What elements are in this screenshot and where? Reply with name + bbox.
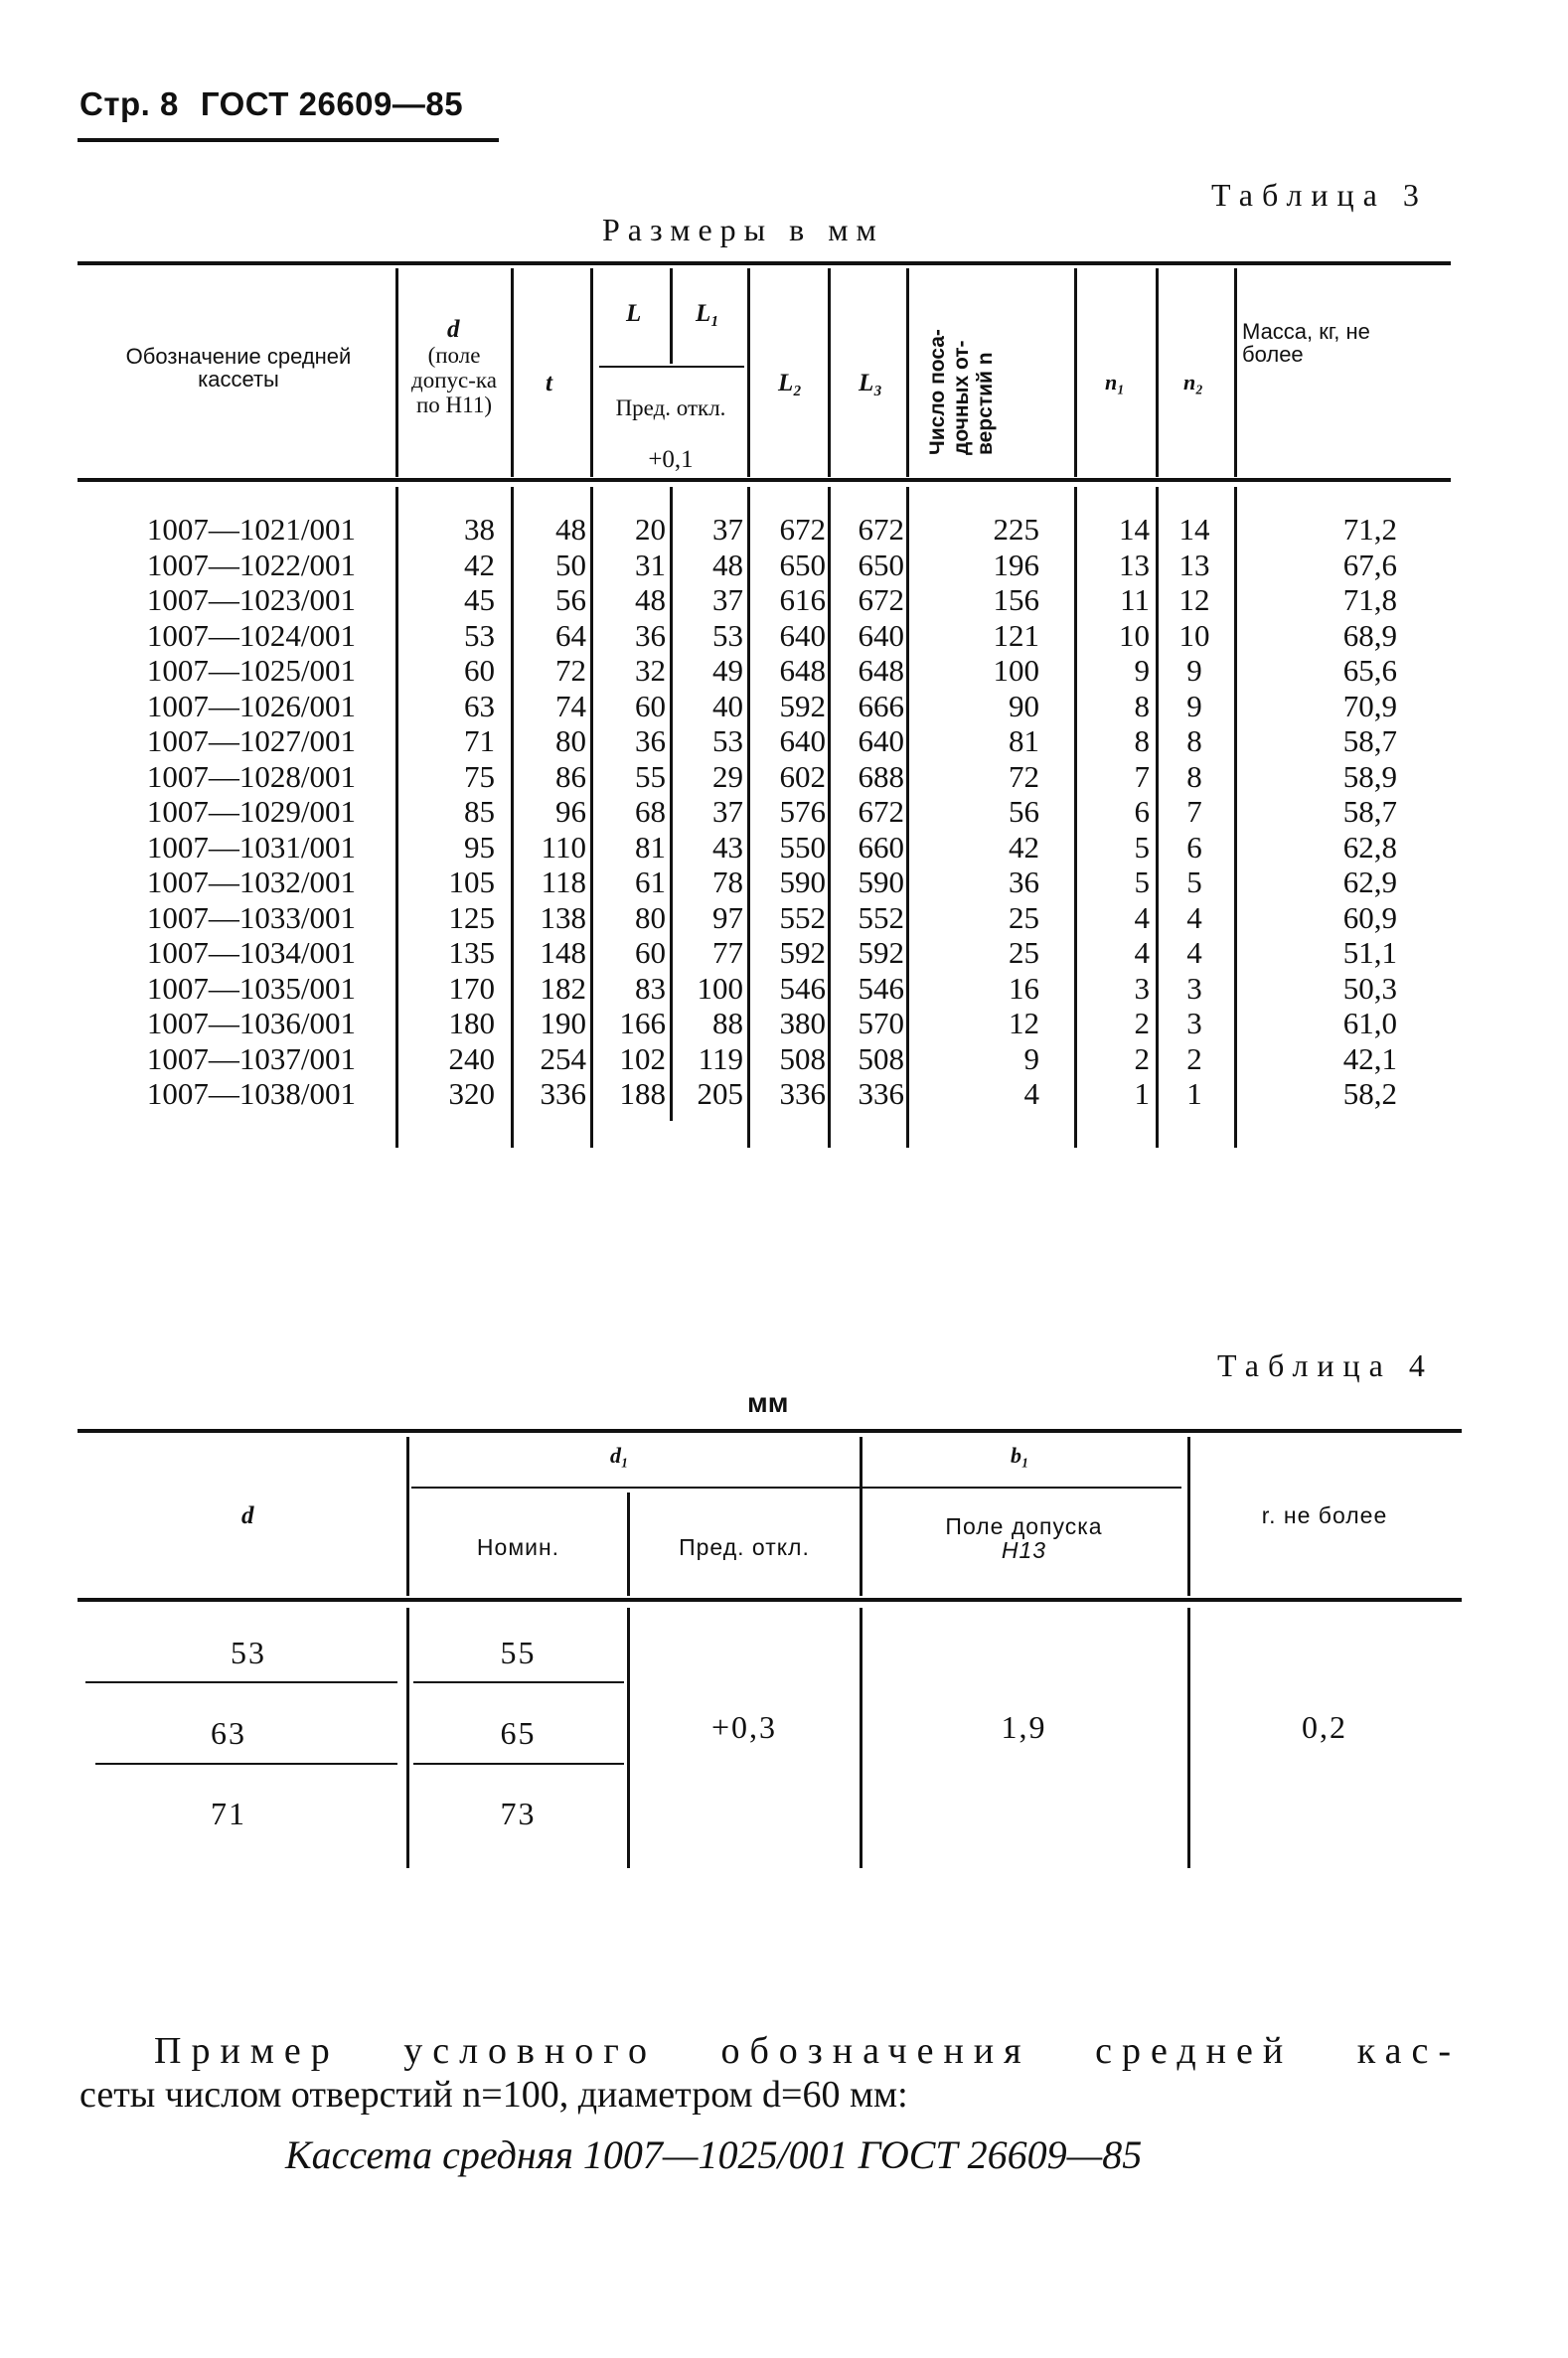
table3-column-L2 (751, 512, 826, 1112)
table3-cell: 8 (1186, 758, 1202, 794)
table4-d1-nominal: 73 (500, 1796, 537, 1831)
table3-cell: 1007—1025/001 (146, 653, 356, 688)
table3-cell: 1007—1023/001 (146, 582, 356, 617)
table3-cell: 5 (1134, 865, 1150, 899)
table3-cell: 25 (1009, 899, 1039, 935)
table3-cell: 508 (858, 1040, 904, 1076)
table4-vrule (406, 1608, 409, 1868)
table3-cell: 37 (712, 794, 743, 829)
table4-units: мм (747, 1387, 789, 1418)
table3-cell: 1007—1026/001 (146, 688, 356, 723)
table3-header-holes (916, 256, 1065, 465)
table3-cell: 6 (1134, 794, 1150, 829)
table3-cell: 110 (541, 829, 586, 865)
table4-header-tolerance: Пред. откл. (679, 1534, 810, 1560)
table3-cell: 138 (540, 899, 586, 935)
table3-cell: 590 (779, 865, 826, 899)
table3-vrule (590, 268, 593, 477)
table3-vrule (670, 268, 673, 364)
table3-cell: 121 (993, 617, 1039, 653)
table3-cell: 60 (464, 653, 495, 688)
table3-cell: 10 (1119, 617, 1150, 653)
table3-cell: 1007—1021/001 (146, 512, 356, 547)
table3-cell: 72 (555, 653, 586, 688)
table4-b1-subrule (862, 1487, 1181, 1489)
table3-cell: 11 (1120, 582, 1150, 617)
table3-vrule (828, 268, 831, 477)
table3-cell: 336 (540, 1076, 586, 1111)
table3-cell: 9 (1023, 1040, 1039, 1076)
table3-cell: 8 (1134, 723, 1150, 758)
table3-cell: 65,6 (1342, 653, 1397, 688)
table3-cell: 640 (858, 723, 904, 758)
table4-header-rule (78, 1598, 1462, 1602)
table3-vrule (511, 268, 514, 477)
table3-header-n1: n₁ (1105, 370, 1125, 394)
table3-cell: 188 (619, 1076, 666, 1111)
table3-cell: 31 (635, 547, 666, 582)
table3-cell: 180 (448, 1006, 495, 1040)
table3-cell: 508 (779, 1040, 826, 1076)
table3-cell: 25 (1009, 935, 1039, 970)
table4-row-rule (413, 1681, 624, 1683)
table3-cell: 552 (858, 899, 904, 935)
table4-d1-tolerance: +0,3 (710, 1709, 778, 1745)
table3-cell: 68,9 (1342, 617, 1397, 653)
page-header (79, 85, 463, 123)
table3-cell: 225 (993, 512, 1039, 547)
table4-d1-subrule (411, 1487, 862, 1489)
table3-header-holes-text: Число поса- дочных от- верстий n (926, 329, 997, 455)
header-rule (78, 138, 499, 142)
table3-cell: 380 (779, 1006, 826, 1040)
table3-header-d-symbol: d (447, 316, 460, 343)
table3-header-d-note: (поле допус-ка по Н11) (411, 343, 497, 417)
table3-cell: 1007—1037/001 (146, 1040, 356, 1076)
table3-cell: 552 (779, 899, 826, 935)
table3-cell: 74 (555, 688, 586, 723)
table3-cell: 1007—1027/001 (146, 723, 356, 758)
table3-cell: 1007—1024/001 (146, 617, 356, 653)
table3-cell: 78 (712, 865, 743, 899)
table4-header-b1-field-label: Поле допуска (945, 1513, 1103, 1539)
table3-cell: 60 (635, 935, 666, 970)
table3-cell: 85 (464, 794, 495, 829)
table3-cell: 58,9 (1342, 758, 1397, 794)
table3-cell: 102 (619, 1040, 666, 1076)
table3-cell: 672 (858, 512, 904, 547)
table3-cell: 36 (1009, 865, 1039, 899)
table3-cell: 95 (464, 829, 495, 865)
table3-cell: 75 (464, 758, 495, 794)
table3-cell: 640 (779, 723, 826, 758)
table3-cell: 7 (1186, 794, 1202, 829)
table3-cell: 13 (1178, 547, 1210, 582)
table3-header-L1: L₁ (696, 300, 719, 327)
table3-cell: 7 (1134, 758, 1150, 794)
table3-cell: 1007—1028/001 (146, 758, 356, 794)
table4-header-b1-field (862, 1514, 1185, 1562)
example-text-line: Пример условного обозначения средней кас- (154, 2030, 1461, 2072)
table3-cell: 42 (1009, 829, 1039, 865)
table3-cell: 6 (1186, 829, 1202, 865)
table3-cell: 672 (858, 794, 904, 829)
table3-cell: 240 (448, 1040, 495, 1076)
table3-cell: 13 (1119, 547, 1150, 582)
table3-cell: 12 (1009, 1006, 1039, 1040)
table3-cell: 12 (1178, 582, 1210, 617)
table3-cell: 1007—1033/001 (146, 899, 356, 935)
table3-cell: 672 (779, 512, 826, 547)
table3-cell: 56 (1009, 794, 1039, 829)
table3-vrule (590, 487, 593, 1148)
table3-header-mass: Масса, кг, не более (1242, 319, 1370, 367)
table3-cell: 60,9 (1342, 899, 1397, 935)
table3-cell: 156 (993, 582, 1039, 617)
table3-top-rule (78, 261, 1451, 265)
table3-cell: 592 (779, 935, 826, 970)
table3-cell: 320 (448, 1076, 495, 1111)
table3-cell: 80 (635, 899, 666, 935)
table3-cell: 2 (1134, 1040, 1150, 1076)
table3-cell: 77 (712, 935, 743, 970)
table3-cell: 4 (1134, 935, 1150, 970)
table3-cell: 592 (779, 688, 826, 723)
table3-cell: 96 (555, 794, 586, 829)
table3-cell: 9 (1134, 653, 1150, 688)
table3-cell: 48 (555, 512, 586, 547)
table3-cell: 1007—1031/001 (146, 829, 356, 865)
table3-cell: 53 (464, 617, 495, 653)
table3-cell: 570 (858, 1006, 904, 1040)
table3-vrule (1234, 487, 1237, 1148)
table3-cell: 105 (448, 865, 495, 899)
table3-cell: 8 (1134, 688, 1150, 723)
table3-header-tolerance-value: +0,1 (648, 446, 694, 473)
table3-header-L2: L₂ (778, 370, 802, 396)
table3-cell: 1007—1036/001 (146, 1006, 356, 1040)
table3-cell: 53 (712, 723, 743, 758)
table3-cell: 42,1 (1342, 1040, 1397, 1076)
table3-header-t: t (546, 370, 552, 396)
table3-vrule (828, 487, 831, 1148)
table3-cell: 166 (619, 1006, 666, 1040)
table3-cell: 56 (555, 582, 586, 617)
table4-d-value: 53 (231, 1635, 266, 1670)
table3-cell: 2 (1186, 1040, 1202, 1076)
table3-cell: 55 (635, 758, 666, 794)
table3-cell: 135 (448, 935, 495, 970)
table3-vrule (1234, 268, 1237, 477)
table3-cell: 14 (1119, 512, 1150, 547)
table3-vrule (747, 487, 750, 1148)
table3-vrule (395, 487, 398, 1148)
table3-cell: 648 (779, 653, 826, 688)
table4-d-value: 63 (211, 1715, 246, 1751)
table3-cell: 72 (1009, 758, 1039, 794)
table3-cell: 81 (635, 829, 666, 865)
table3-cell: 5 (1186, 865, 1202, 899)
table3-cell: 64 (555, 617, 586, 653)
table3-header-L3: L₃ (859, 370, 882, 396)
table3-cell: 660 (858, 829, 904, 865)
table3-cell: 119 (698, 1040, 743, 1076)
table3-cell: 5 (1134, 829, 1150, 865)
table3-cell: 36 (635, 723, 666, 758)
table3-cell: 45 (464, 582, 495, 617)
page-number: Стр. 8 (79, 85, 179, 122)
table3-caption: Таблица 3 (1211, 177, 1428, 213)
table3-cell: 3 (1186, 970, 1202, 1006)
example-text-line: сеты числом отверстий n=100, диаметром d=60 мм: (79, 2074, 908, 2116)
table3-cell: 40 (712, 688, 743, 723)
table3-cell: 58,7 (1342, 794, 1397, 829)
table3-cell: 83 (635, 970, 666, 1006)
table3-cell: 592 (858, 935, 904, 970)
table3-cell: 1007—1029/001 (146, 794, 356, 829)
table3-header-n2: n₂ (1183, 370, 1203, 394)
table3-cell: 32 (635, 653, 666, 688)
table4-header-nominal: Номин. (476, 1534, 560, 1560)
table3-cell: 148 (540, 935, 586, 970)
table3-column-holes (910, 512, 1039, 1112)
table3-vrule (747, 268, 750, 477)
table3-cell: 68 (635, 794, 666, 829)
table3-cell: 100 (993, 653, 1039, 688)
table3-cell: 4 (1186, 935, 1202, 970)
table3-cell: 602 (779, 758, 826, 794)
table3-cell: 20 (635, 512, 666, 547)
table3-cell: 1 (1186, 1076, 1202, 1111)
table3-cell: 48 (712, 547, 743, 582)
table3-cell: 80 (555, 723, 586, 758)
table3-vrule (906, 487, 909, 1148)
table4-d1-nominal: 55 (500, 1635, 537, 1670)
table3-cell: 43 (712, 829, 743, 865)
table3-cell: 60 (635, 688, 666, 723)
table3-vrule (1074, 268, 1077, 477)
table4-d-value: 71 (211, 1796, 246, 1831)
table3-cell: 8 (1186, 723, 1202, 758)
table3-cell: 2 (1134, 1006, 1150, 1040)
table4-header-b1-grade: H13 (1001, 1537, 1047, 1563)
table3-cell: 672 (858, 582, 904, 617)
table3-cell: 650 (858, 547, 904, 582)
table3-cell: 97 (712, 899, 743, 935)
table3-vrule (906, 268, 909, 477)
table3-cell: 9 (1186, 688, 1202, 723)
table3-cell: 14 (1178, 512, 1210, 547)
table3-cell: 336 (779, 1076, 826, 1111)
table3-cell: 9 (1186, 653, 1202, 688)
table3-cell: 50,3 (1342, 970, 1397, 1006)
table3-cell: 125 (448, 899, 495, 935)
table3-cell: 88 (712, 1006, 743, 1040)
table4-header-b1: b₁ (1011, 1443, 1029, 1468)
table4-b1-value: 1,9 (1001, 1709, 1047, 1745)
table4-row-rule (413, 1763, 624, 1765)
table3-cell: 37 (712, 512, 743, 547)
table3-cell: 42 (464, 547, 495, 582)
table3-vrule (1074, 487, 1077, 1148)
table3-cell: 36 (635, 617, 666, 653)
standard-number: ГОСТ 26609—85 (200, 85, 464, 122)
table3-cell: 650 (779, 547, 826, 582)
table3-cell: 118 (541, 865, 586, 899)
table3-cell: 640 (858, 617, 904, 653)
table3-cell: 1007—1022/001 (146, 547, 356, 582)
table3-cell: 81 (1009, 723, 1039, 758)
table4-header-d: d (241, 1502, 254, 1529)
table3-cell: 648 (858, 653, 904, 688)
table3-cell: 10 (1178, 617, 1210, 653)
table3-column-L1 (674, 512, 743, 1112)
table3-vrule (511, 487, 514, 1148)
table3-cell: 3 (1186, 1006, 1202, 1040)
table3-cell: 205 (697, 1076, 743, 1111)
table3-cell: 182 (540, 970, 586, 1006)
table4-caption: Таблица 4 (1217, 1347, 1434, 1383)
table4-vrule (406, 1437, 409, 1596)
table3-cell: 61,0 (1342, 1006, 1397, 1040)
table3-header-designation: Обозначение средней кассеты (125, 344, 352, 392)
table3-cell: 4 (1023, 1076, 1039, 1111)
example-designation: Кассета средняя 1007—1025/001 ГОСТ 26609—85 (285, 2132, 1143, 2177)
table3-header-L: L (626, 300, 642, 327)
table3-cell: 100 (697, 970, 743, 1006)
table3-cell: 29 (712, 758, 743, 794)
table3-cell: 254 (540, 1040, 586, 1076)
table3-cell: 3 (1134, 970, 1150, 1006)
table3-cell: 688 (858, 758, 904, 794)
table3-cell: 616 (779, 582, 826, 617)
table3-cell: 62,8 (1342, 829, 1397, 865)
table3-cell: 48 (635, 582, 666, 617)
table3-column-L3 (832, 512, 904, 1112)
table3-cell: 170 (448, 970, 495, 1006)
table4-row-rule (85, 1681, 397, 1683)
table3-cell: 50 (555, 547, 586, 582)
table3-cell: 1007—1035/001 (146, 970, 356, 1006)
table3-cell: 58,7 (1342, 723, 1397, 758)
table3-cell: 666 (858, 688, 904, 723)
table3-cell: 4 (1134, 899, 1150, 935)
table3-cell: 4 (1186, 899, 1202, 935)
table4-r-value: 0,2 (1302, 1709, 1347, 1745)
table3-cell: 190 (540, 1006, 586, 1040)
table3-column-L (594, 512, 666, 1112)
table3-cell: 37 (712, 582, 743, 617)
table3-column-d (399, 512, 495, 1112)
table3-cell: 16 (1009, 970, 1039, 1006)
table3-cell: 49 (712, 653, 743, 688)
table3-cell: 336 (858, 1076, 904, 1111)
table3-cell: 546 (858, 970, 904, 1006)
table3-cell: 63 (464, 688, 495, 723)
table3-cell: 51,1 (1342, 935, 1397, 970)
table3-cell: 58,2 (1342, 1076, 1397, 1111)
table3-vrule (1156, 268, 1159, 477)
table4-header-r: r. не более (1261, 1502, 1388, 1528)
table3-units: Размеры в мм (602, 212, 884, 247)
table4-header-d1: d₁ (610, 1443, 629, 1468)
table3-cell: 71,8 (1342, 582, 1397, 617)
table3-cell: 1007—1038/001 (146, 1076, 356, 1111)
table3-column-mass (1238, 512, 1397, 1112)
table3-cell: 71,2 (1342, 512, 1397, 547)
table4-d1-nominal: 65 (500, 1715, 537, 1751)
table3-cell: 70,9 (1342, 688, 1397, 723)
table3-cell: 640 (779, 617, 826, 653)
table3-cell: 90 (1009, 688, 1039, 723)
table3-cell: 53 (712, 617, 743, 653)
table3-cell: 1 (1134, 1076, 1150, 1111)
table3-header-rule (78, 478, 1451, 482)
table3-cell: 62,9 (1342, 865, 1397, 899)
table3-column-n1 (1078, 512, 1150, 1112)
table3-cell: 576 (779, 794, 826, 829)
table3-header-tolerance-label: Пред. откл. (615, 395, 726, 420)
table3-column-n2 (1160, 512, 1229, 1112)
table3-cell: 86 (555, 758, 586, 794)
table3-cell: 1007—1034/001 (146, 935, 356, 970)
table3-L-subrule (599, 366, 744, 368)
table3-cell: 71 (464, 723, 495, 758)
table3-vrule (1156, 487, 1159, 1148)
table3-vrule (670, 487, 673, 1121)
table3-cell: 550 (779, 829, 826, 865)
table3-cell: 61 (635, 865, 666, 899)
table3-cell: 67,6 (1342, 547, 1397, 582)
table4-top-rule (78, 1429, 1462, 1433)
table3-cell: 590 (858, 865, 904, 899)
table3-column-designation (99, 512, 356, 1112)
table3-cell: 546 (779, 970, 826, 1006)
table3-cell: 1007—1032/001 (146, 865, 356, 899)
table3-cell: 38 (464, 512, 495, 547)
table3-cell: 196 (993, 547, 1039, 582)
table3-column-t (515, 512, 586, 1112)
table4-row-rule (95, 1763, 397, 1765)
